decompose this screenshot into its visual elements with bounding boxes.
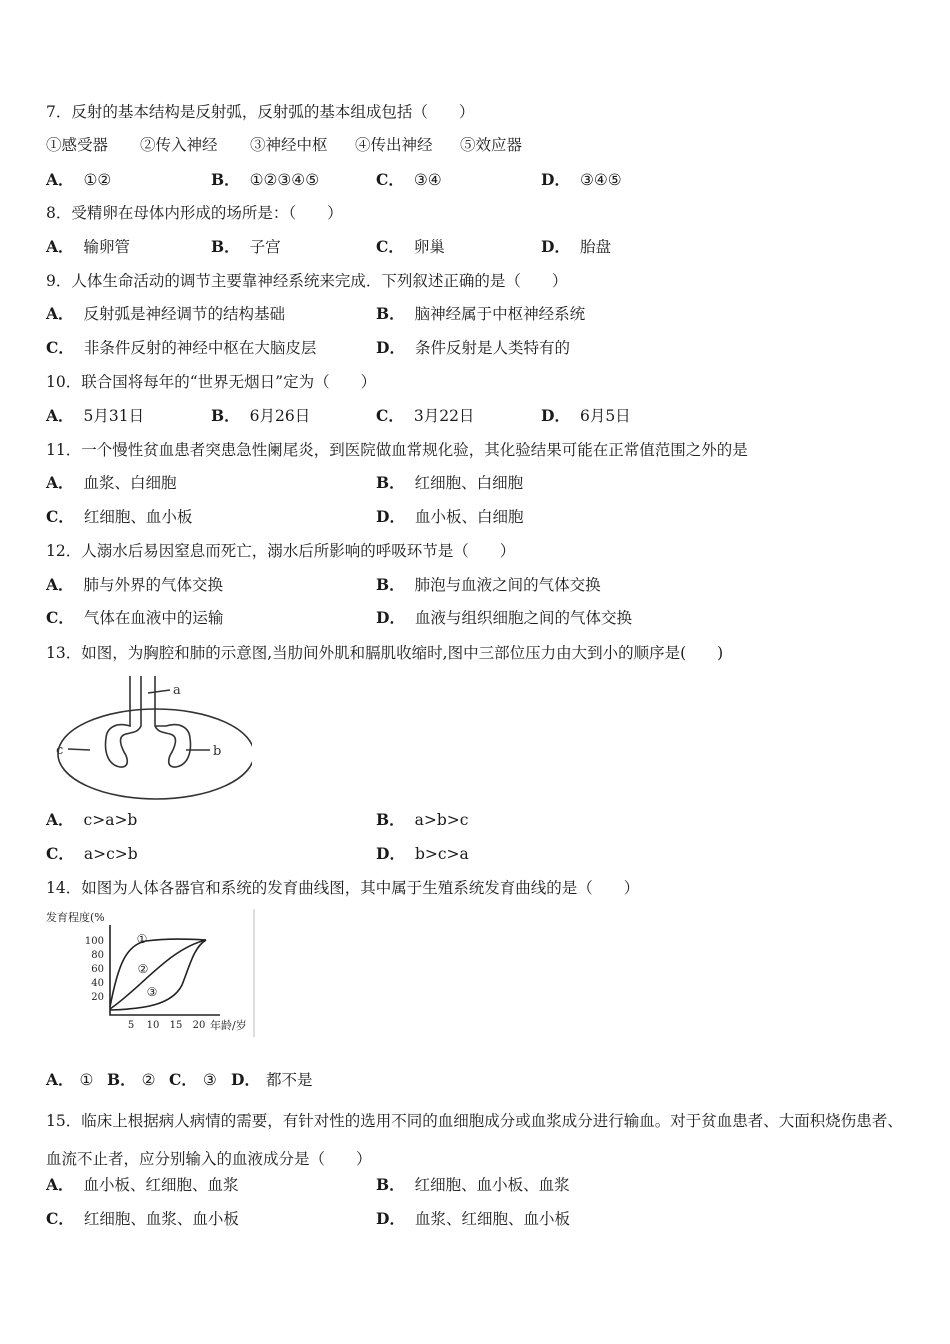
q14-option-b[interactable]: B． ② xyxy=(107,1070,156,1089)
curve-3 xyxy=(110,940,206,1010)
q8-option-a[interactable]: A． 输卵管 xyxy=(46,237,131,256)
q12-option-d[interactable]: D． 血液与组织细胞之间的气体交换 xyxy=(376,608,632,627)
y-tick-40: 40 xyxy=(91,978,104,989)
q14-option-d[interactable]: D． 都不是 xyxy=(231,1070,313,1089)
x-tick-20: 20 xyxy=(192,1020,206,1031)
q7-option-d[interactable]: D． ③④⑤ xyxy=(541,170,622,189)
q10-option-d[interactable]: D． 6月5日 xyxy=(541,406,631,425)
y-axis-label: 发育程度(% xyxy=(46,911,105,924)
label-a-pointer xyxy=(148,690,170,693)
q7-option-a[interactable]: A． ①② xyxy=(46,170,112,189)
q13-option-c[interactable]: C． a>c>b xyxy=(46,844,138,863)
label-b: b xyxy=(213,744,222,759)
q13-option-a[interactable]: A． c>a>b xyxy=(46,810,138,829)
q12-stem: 12．人溺水后易因窒息而死亡，溺水后所影响的呼吸环节是（ ） xyxy=(46,542,516,560)
curve-label-1: ① xyxy=(136,932,148,946)
q8-option-c[interactable]: C． 卵巢 xyxy=(376,237,445,256)
curve-label-2: ② xyxy=(137,962,149,976)
label-c-pointer xyxy=(68,749,90,750)
q7-item-1: ①感受器 xyxy=(46,136,109,154)
q7-item-2: ②传入神经 xyxy=(140,136,218,154)
q14-stem: 14．如图为人体各器官和系统的发育曲线图，其中属于生殖系统发育曲线的是（ ） xyxy=(46,879,640,897)
q7-item-4: ④传出神经 xyxy=(355,136,433,154)
x-axis-label: 年龄/岁 xyxy=(210,1019,247,1032)
q9-stem: 9．人体生命活动的调节主要靠神经系统来完成．下列叙述正确的是（ ） xyxy=(46,272,568,290)
q10-option-c[interactable]: C． 3月22日 xyxy=(376,406,475,425)
q15-option-a[interactable]: A． 血小板、红细胞、血浆 xyxy=(46,1175,239,1194)
q10-option-b[interactable]: B． 6月26日 xyxy=(211,406,311,425)
q12-option-a[interactable]: A． 肺与外界的气体交换 xyxy=(46,575,224,594)
q11-option-a[interactable]: A． 血浆、白细胞 xyxy=(46,473,177,492)
q15-option-d[interactable]: D． 血浆、红细胞、血小板 xyxy=(376,1209,570,1228)
q15-stem: 15．临床上根据病人病情的需要，有针对性的选用不同的血细胞成分或血浆成分进行输血。对于贫血患者、大面积烧伤患者、血流不止者，应分别输入的血液成分是（ ） xyxy=(46,1112,903,1168)
q14-option-c[interactable]: C． ③ xyxy=(169,1070,217,1089)
q7-option-b[interactable]: B． ①②③④⑤ xyxy=(211,170,320,189)
development-curve-figure xyxy=(44,907,256,1039)
q11-stem: 11．一个慢性贫血患者突患急性阑尾炎，到医院做血常规化验，其化验结果可能在正常值范围之外的是 xyxy=(46,441,748,459)
q13-option-b[interactable]: B． a>b>c xyxy=(376,810,469,829)
q9-option-a[interactable]: A． 反射弧是神经调节的结构基础 xyxy=(46,304,286,323)
curve-label-3: ③ xyxy=(146,985,158,999)
y-tick-60: 60 xyxy=(91,964,104,975)
q8-stem: 8．受精卵在母体内形成的场所是：（ ） xyxy=(46,204,343,222)
q7-item-5: ⑤效应器 xyxy=(460,136,523,154)
q9-option-d[interactable]: D． 条件反射是人类特有的 xyxy=(376,338,570,357)
q10-option-a[interactable]: A． 5月31日 xyxy=(46,406,145,425)
q12-option-c[interactable]: C． 气体在血液中的运输 xyxy=(46,608,224,627)
q9-option-b[interactable]: B． 脑神经属于中枢神经系统 xyxy=(376,304,586,323)
label-a: a xyxy=(173,683,181,698)
q15-option-c[interactable]: C． 红细胞、血浆、血小板 xyxy=(46,1209,239,1228)
q11-option-b[interactable]: B． 红细胞、白细胞 xyxy=(376,473,524,492)
curve-2 xyxy=(110,940,206,1009)
y-tick-20: 20 xyxy=(91,992,104,1003)
y-tick-100: 100 xyxy=(84,936,104,947)
q10-stem: 10．联合国将每年的“世界无烟日”定为（ ） xyxy=(46,373,377,391)
q14-option-a[interactable]: A． ① xyxy=(46,1070,94,1089)
x-tick-15: 15 xyxy=(169,1020,183,1031)
y-tick-80: 80 xyxy=(91,950,104,961)
q7-option-c[interactable]: C． ③④ xyxy=(376,170,442,189)
q7-item-3: ③神经中枢 xyxy=(250,136,328,154)
x-tick-10: 10 xyxy=(146,1020,160,1031)
x-tick-5: 5 xyxy=(127,1020,135,1031)
q11-option-c[interactable]: C． 红细胞、血小板 xyxy=(46,507,193,526)
q15-option-b[interactable]: B． 红细胞、血小板、血浆 xyxy=(376,1175,570,1194)
q13-stem: 13．如图，为胸腔和肺的示意图,当肋间外肌和膈肌收缩时,图中三部位压力由大到小的顺序是( ) xyxy=(46,644,724,662)
q11-option-d[interactable]: D． 血小板、白细胞 xyxy=(376,507,524,526)
q12-option-b[interactable]: B． 肺泡与血液之间的气体交换 xyxy=(376,575,601,594)
q13-option-d[interactable]: D． b>c>a xyxy=(376,844,469,863)
q9-option-c[interactable]: C． 非条件反射的神经中枢在大脑皮层 xyxy=(46,338,317,357)
q8-option-d[interactable]: D． 胎盘 xyxy=(541,237,611,256)
q8-option-b[interactable]: B． 子宫 xyxy=(211,237,281,256)
q7-stem: 7．反射的基本结构是反射弧，反射弧的基本组成包括（ ） xyxy=(46,103,475,121)
label-c: c xyxy=(56,743,64,758)
chest-lung-diagram xyxy=(52,672,252,802)
